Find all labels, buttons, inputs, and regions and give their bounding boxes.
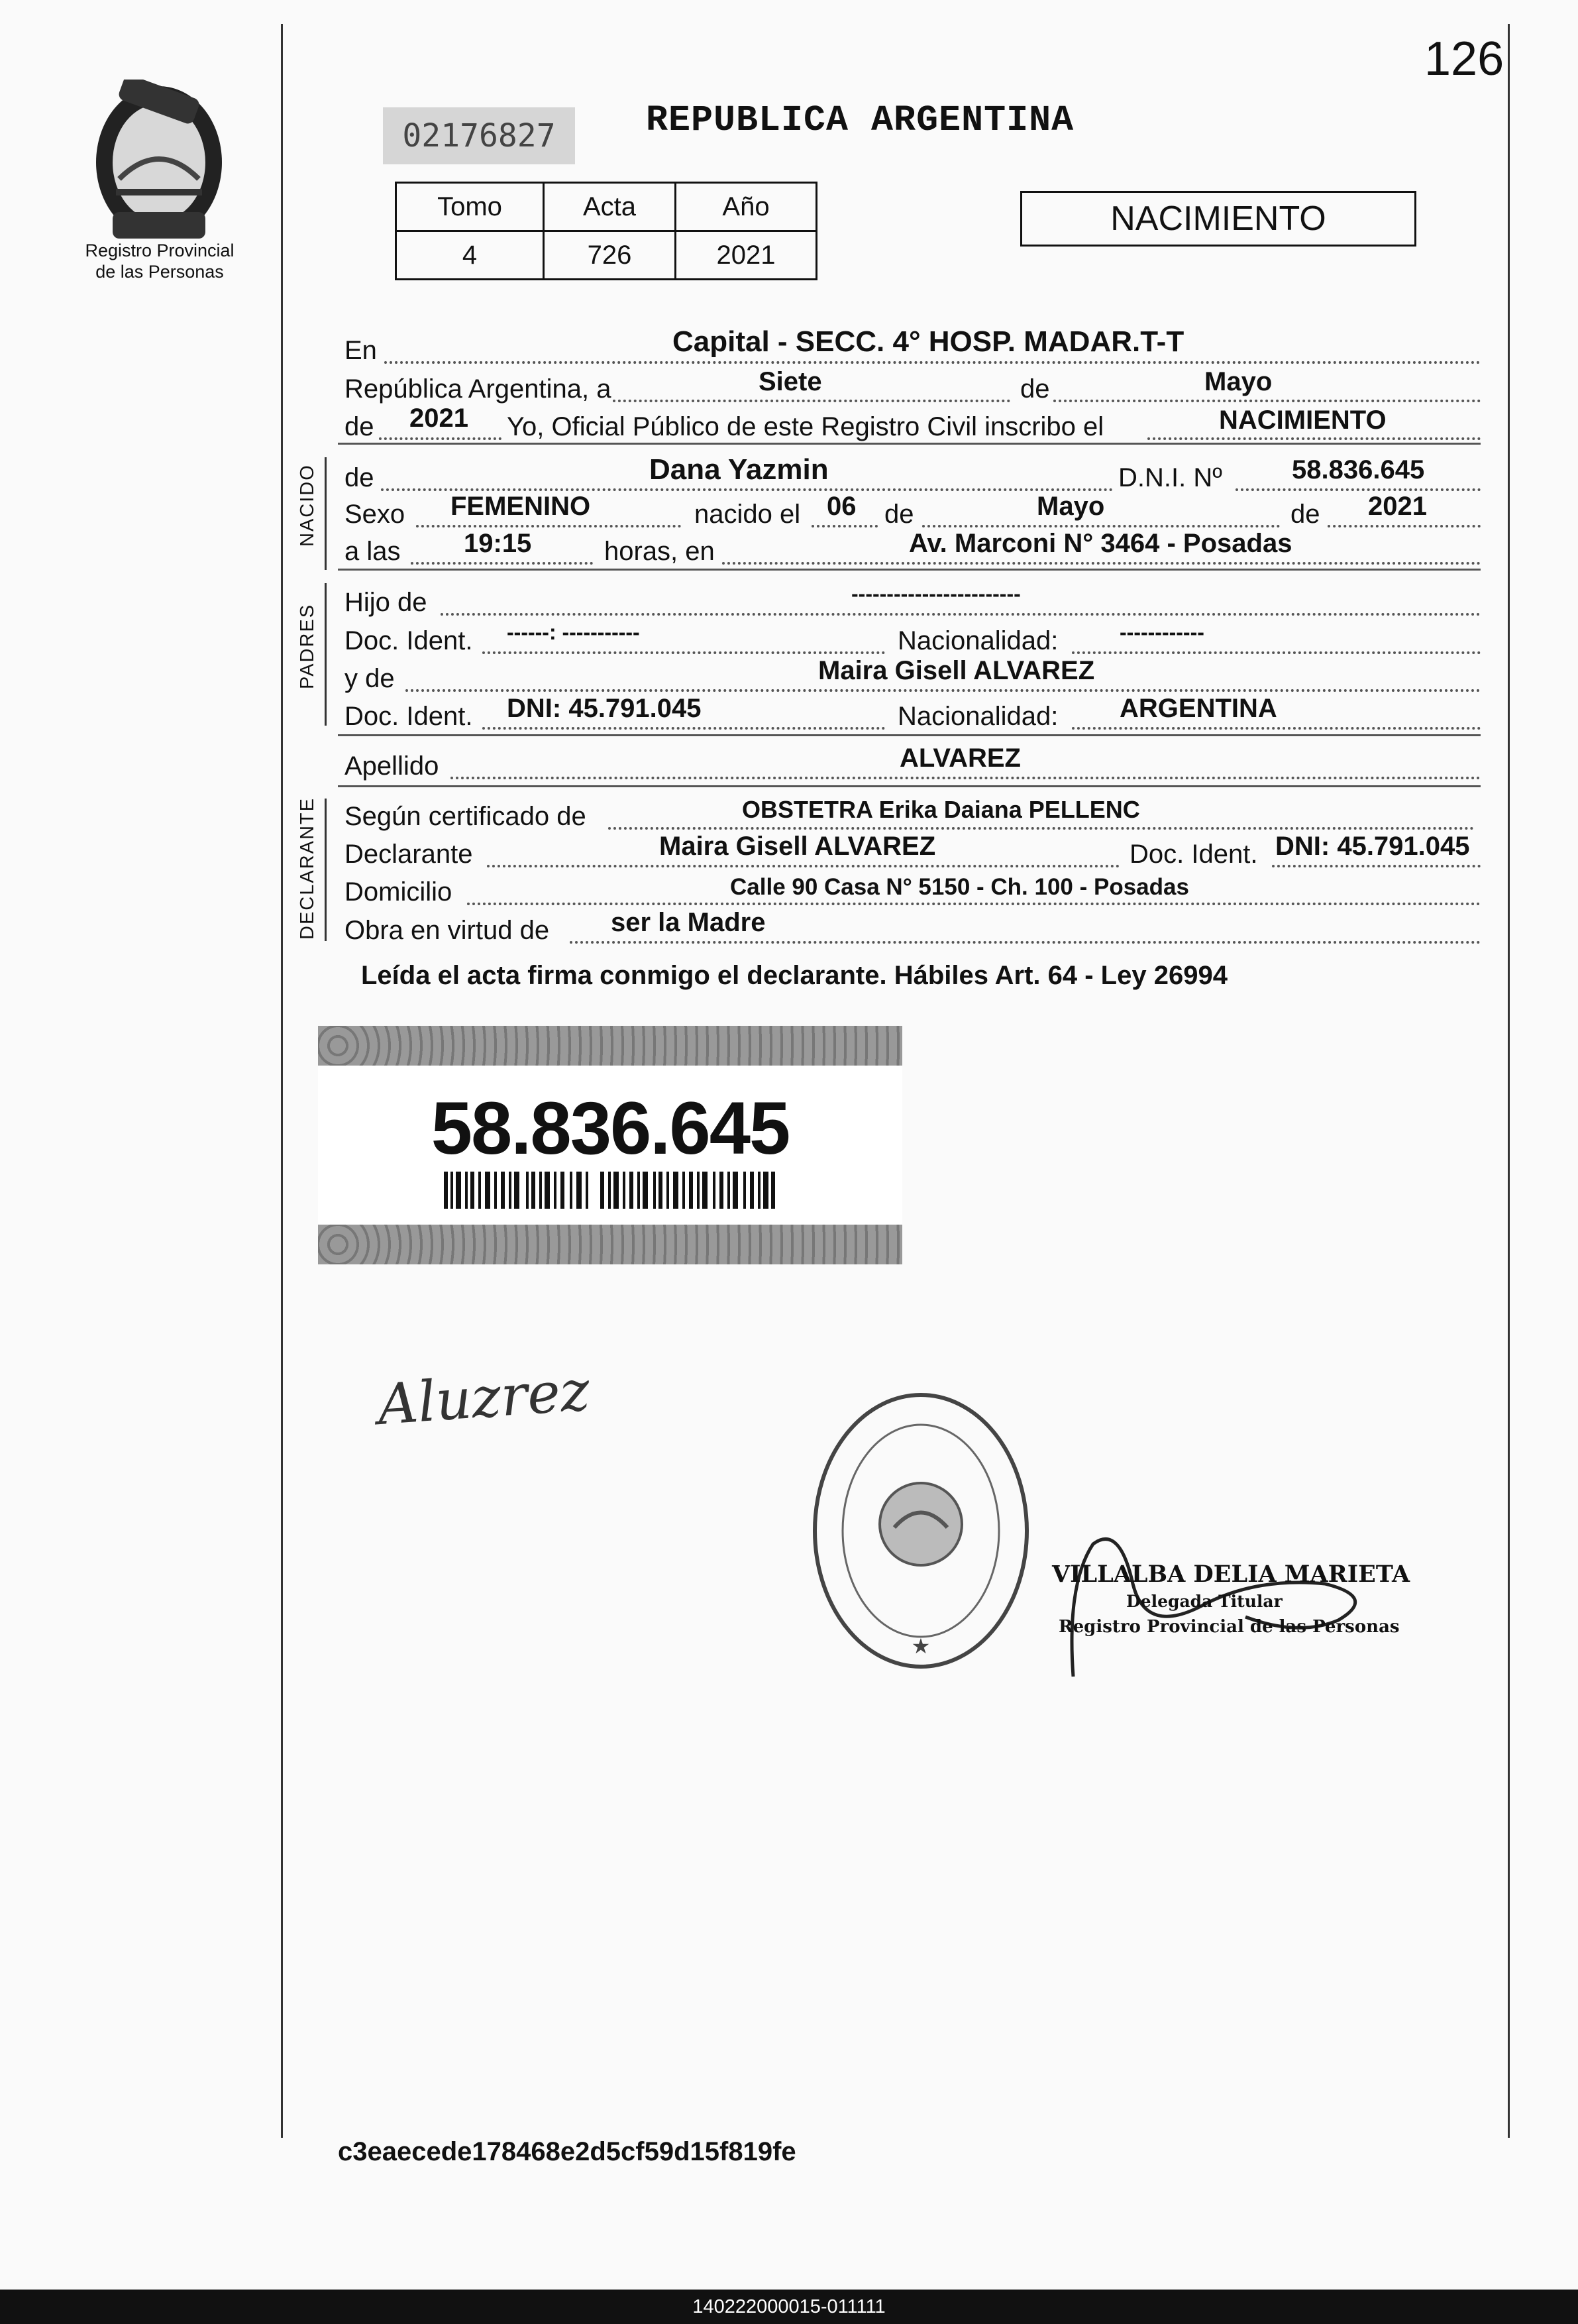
label-de-month: de	[1020, 374, 1050, 404]
officer-name: VILLALBA DELIA MARIETA	[1052, 1561, 1410, 1588]
value-month: Mayo	[1204, 367, 1273, 396]
value-declarant-doc: DNI: 45.791.045	[1275, 832, 1470, 861]
label-obra: Obra en virtud de	[344, 916, 550, 945]
svg-text:★: ★	[911, 1633, 931, 1659]
label-a-las: a las	[344, 537, 401, 566]
dotted-line	[1328, 525, 1481, 527]
label-segun: Según certificado de	[344, 802, 586, 831]
dotted-line	[1072, 727, 1481, 730]
label-doc-ident-2: Doc. Ident.	[344, 702, 473, 731]
value-father-doc: ------: -----------	[507, 620, 640, 644]
side-label-padres: PADRES	[297, 603, 318, 689]
dotted-line	[1147, 437, 1481, 440]
value-certificate: OBSTETRA Erika Daiana PELLENC	[742, 796, 1140, 823]
document-hash: c3eaecede178468e2d5cf59d15f819fe	[338, 2137, 796, 2166]
value-mother-doc: DNI: 45.791.045	[507, 694, 702, 723]
label-republica: República Argentina, a	[344, 374, 611, 404]
label-en: En	[344, 336, 377, 365]
dotted-line	[570, 941, 1481, 944]
officer-office: Registro Provincial de las Personas	[1059, 1617, 1400, 1637]
value-name: Dana Yazmin	[649, 453, 829, 486]
value-day: Siete	[759, 367, 822, 396]
acta-value: 726	[544, 231, 676, 280]
officer-role: Delegada Titular	[1126, 1592, 1283, 1611]
value-birth-month: Mayo	[1037, 492, 1105, 521]
tomo-value: 4	[396, 231, 544, 280]
label-de-birth-year: de	[1290, 500, 1320, 529]
dotted-line	[482, 651, 885, 654]
label-horas-en: horas, en	[604, 537, 715, 566]
value-sex: FEMENINO	[450, 492, 591, 521]
dotted-line	[722, 562, 1481, 565]
value-mother-nat: ARGENTINA	[1120, 694, 1277, 723]
label-dni: D.N.I. Nº	[1118, 463, 1222, 492]
right-margin-line	[1508, 24, 1510, 2138]
section-bracket	[325, 799, 327, 941]
dotted-line	[812, 525, 878, 527]
left-margin-line	[281, 24, 283, 2138]
value-capacity: ser la Madre	[611, 908, 766, 937]
section-bracket	[325, 583, 327, 726]
misiones-coat-of-arms-logo	[79, 80, 238, 252]
official-stamp-seal	[808, 1385, 1033, 1677]
dotted-line	[1072, 651, 1481, 654]
dotted-line	[411, 562, 593, 565]
label-doc-ident: Doc. Ident.	[344, 626, 473, 655]
record-table	[395, 182, 817, 280]
page-number: 126	[1424, 32, 1504, 85]
value-birth-year: 2021	[1368, 492, 1427, 521]
label-de-year: de	[344, 412, 374, 441]
dotted-line	[379, 437, 501, 440]
dotted-line	[1236, 488, 1481, 491]
handwritten-signature: Aluzrez	[375, 1357, 592, 1438]
section-bracket	[325, 457, 327, 570]
dotted-line	[416, 525, 681, 527]
serial-number: 02176827	[383, 107, 575, 164]
value-birth-place: Av. Marconi N° 3464 - Posadas	[909, 529, 1292, 558]
value-declarant: Maira Gisell ALVAREZ	[659, 832, 936, 861]
value-time: 19:15	[464, 529, 532, 558]
dotted-line	[608, 827, 1474, 830]
tomo-header: Tomo	[396, 183, 544, 231]
value-father-nat: ------------	[1120, 620, 1204, 644]
value-place: Capital - SECC. 4° HOSP. MADAR.T-T	[672, 325, 1184, 358]
label-yo: Yo, Oficial Público de este Registro Civil inscribo el	[507, 412, 1104, 441]
dotted-line	[405, 689, 1481, 692]
side-label-declarante: DECLARANTE	[297, 797, 318, 940]
value-year: 2021	[409, 404, 468, 433]
value-surname: ALVAREZ	[900, 744, 1021, 773]
label-nacionalidad: Nacionalidad:	[898, 626, 1059, 655]
ano-value: 2021	[676, 231, 817, 280]
label-domicilio: Domicilio	[344, 877, 452, 907]
acta-header: Acta	[544, 183, 676, 231]
value-father: ------------------------	[851, 582, 1021, 606]
sticker-dni-number: 58.836.645	[431, 1087, 790, 1170]
side-label-nacido: NACIDO	[297, 464, 318, 547]
label-doc-ident-3: Doc. Ident.	[1130, 840, 1258, 869]
label-hijo-de: Hijo de	[344, 588, 427, 617]
dni-sticker	[318, 1026, 902, 1264]
value-dni: 58.836.645	[1292, 455, 1425, 484]
label-sexo: Sexo	[344, 500, 405, 529]
value-mother: Maira Gisell ALVAREZ	[818, 656, 1095, 685]
registry-label: Registro Provincial de las Personas	[85, 241, 235, 282]
footer-note: Leída el acta firma conmigo el declarante. Hábiles Art. 64 - Ley 26994	[361, 961, 1228, 990]
dotted-line	[441, 613, 1481, 616]
value-address: Calle 90 Casa N° 5150 - Ch. 100 - Posadas	[730, 874, 1189, 900]
record-type-box: NACIMIENTO	[1020, 191, 1416, 247]
sticker-band-top	[318, 1026, 902, 1066]
dotted-line	[1272, 865, 1481, 867]
value-birth-day: 06	[827, 492, 857, 521]
section-divider	[338, 569, 1481, 571]
dotted-line	[384, 361, 1481, 364]
value-act: NACIMIENTO	[1219, 406, 1387, 435]
bottom-code-bar: 140222000015-011111	[0, 2290, 1578, 2324]
label-nacido-el: nacido el	[694, 500, 801, 529]
label-y-de: y de	[344, 664, 395, 693]
dotted-line	[613, 400, 1010, 402]
section-divider	[338, 785, 1481, 787]
section-divider	[338, 443, 1481, 445]
dotted-line	[1053, 400, 1481, 402]
label-de-name: de	[344, 463, 374, 492]
barcode-icon	[444, 1172, 775, 1209]
dotted-line	[487, 865, 1120, 867]
dotted-line	[450, 777, 1481, 779]
ano-header: Año	[676, 183, 817, 231]
sticker-band-bottom	[318, 1225, 902, 1264]
label-declarante: Declarante	[344, 840, 473, 869]
label-de-birth-month: de	[884, 500, 914, 529]
label-apellido: Apellido	[344, 751, 439, 781]
section-divider	[338, 734, 1481, 736]
document-title: REPUBLICA ARGENTINA	[646, 99, 1075, 141]
dotted-line	[482, 727, 885, 730]
label-nacionalidad-2: Nacionalidad:	[898, 702, 1059, 731]
